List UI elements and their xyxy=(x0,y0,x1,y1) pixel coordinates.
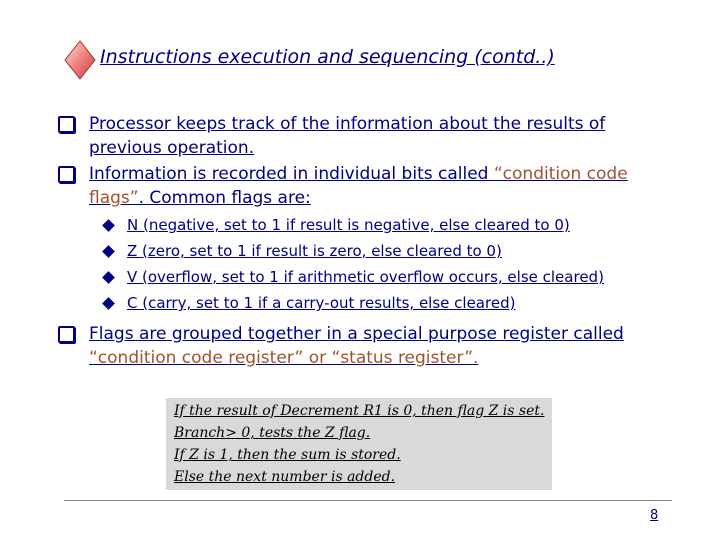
slide-body xyxy=(58,112,678,372)
diamond-bullet-icon xyxy=(102,271,115,284)
example-line: Branch> 0, tests the Z flag. xyxy=(174,425,371,441)
checkbox-bullet-icon xyxy=(58,166,75,183)
bullet-item xyxy=(58,322,678,370)
checkbox-bullet-icon xyxy=(58,326,75,343)
diamond-bullet-icon xyxy=(102,219,115,232)
diamond-bullet-icon xyxy=(102,245,115,258)
example-line: If Z is 1, then the sum is stored. xyxy=(174,447,401,463)
bullet-text: Information is recorded in individual bits called “condition code flags”. Common flags are: xyxy=(89,164,628,208)
emphasis-text: “condition code flags” xyxy=(89,164,628,208)
flag-item-z: Z (zero, set to 1 if result is zero, else cleared to 0) xyxy=(100,238,678,264)
bullet-text: Processor keeps track of the information about the results of previous operation. xyxy=(89,114,606,158)
example-box xyxy=(166,398,552,490)
flag-item-v: V (overflow, set to 1 if arithmetic overflow occurs, else cleared) xyxy=(100,264,678,290)
checkbox-bullet-icon xyxy=(58,116,75,133)
bullet-item xyxy=(58,162,678,210)
bullet-text: Flags are grouped together in a special purpose register called “condition code register” or “status register”. xyxy=(89,324,624,368)
page-number: 8 xyxy=(650,508,659,523)
emphasis-text: “condition code register” or “status register”. xyxy=(89,348,479,368)
flag-item-n: N (negative, set to 1 if result is negative, else cleared to 0) xyxy=(100,212,678,238)
title-diamond-icon xyxy=(64,40,96,80)
example-line: Else the next number is added. xyxy=(174,469,396,485)
example-line: If the result of Decrement R1 is 0, then flag Z is set. xyxy=(174,403,545,419)
slide-title: Instructions execution and sequencing (contd..) xyxy=(100,46,555,68)
flag-item-c: C (carry, set to 1 if a carry-out results, else cleared) xyxy=(100,290,678,316)
footer-divider xyxy=(64,500,672,501)
diamond-bullet-icon xyxy=(102,297,115,310)
flags-list xyxy=(100,212,678,316)
bullet-item xyxy=(58,112,678,160)
